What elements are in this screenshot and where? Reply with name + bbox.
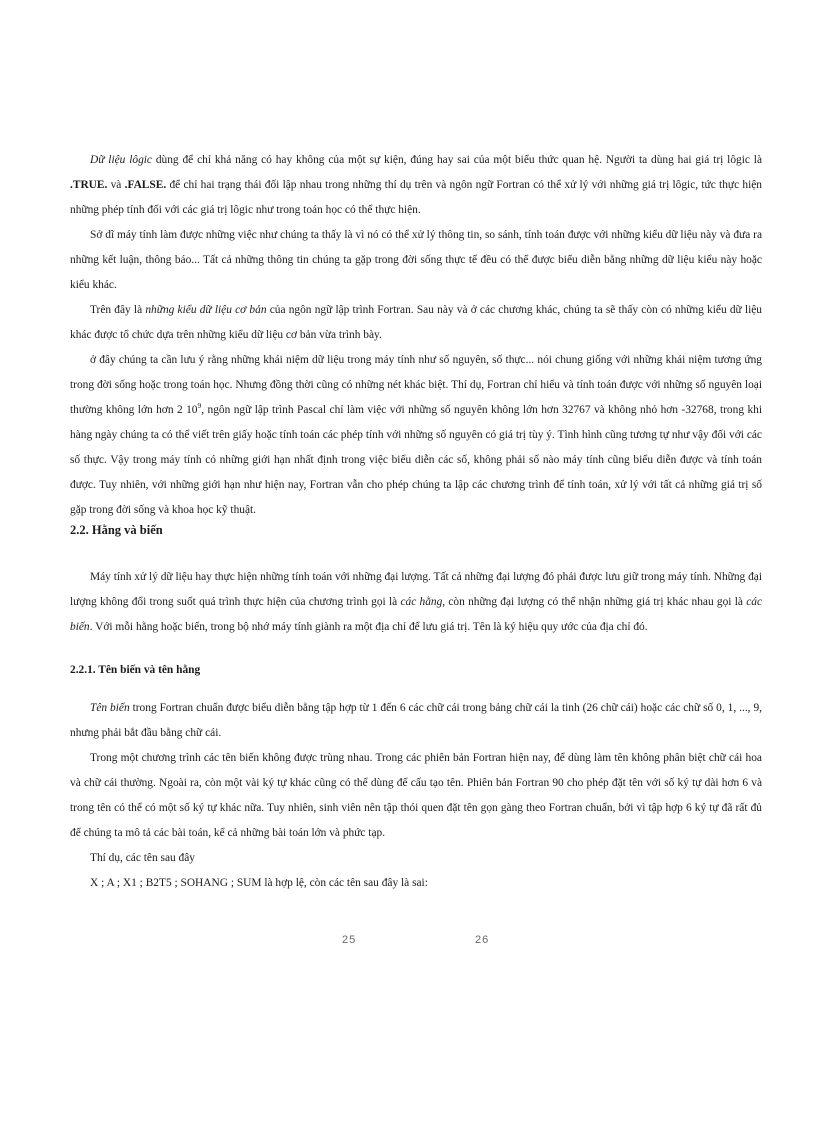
paragraph-computer-processing: Sở dĩ máy tính làm được những việc như chúng ta thấy là vì nó có thể xử lý thông tin, so sánh, tính toán được với những kiểu dữ liệu này và đưa ra những kết luận, thông báo... Tất cả những thông tin chúng ta gặp trong đời sống thực tế đều có thể được biểu diễn bằng những dữ liệu kiểu này hoặc kiểu khác. <box>70 229 762 291</box>
paragraph-logic-data: Dữ liệu lôgic dùng để chỉ khả năng có hay không của một sự kiện, đúng hay sai của một biểu thức quan hệ. Người ta dùng hai giá trị lôgic là .TRUE. và .FALSE. để chỉ hai trạng thái đối lập nhau trong những thí dụ trên và ngôn ngữ Fortran có thể xử lý với những giá trị lôgic, tức thực hiện những phép tính đối với các giá trị lôgic như trong toán học có thể thực hiện. <box>70 154 762 216</box>
paragraph-constants-variables: Máy tính xử lý dữ liệu hay thực hiện những tính toán với những đại lượng. Tất cả những đại lượng đó phải được lưu giữ trong máy tính. Những đại lượng không đổi trong suốt quá trình thực hiện của chương trình gọi là các hằng, còn những đại lượng có thể nhận những giá trị khác nhau gọi là các biến. Với mỗi hằng hoặc biến, trong bộ nhớ máy tính giành ra một địa chỉ để lưu giá trị. Tên là ký hiệu quy ước của địa chỉ đó. <box>70 571 763 633</box>
paragraph-example-intro: Thí dụ, các tên sau đây <box>90 852 196 864</box>
subsection-heading-names: 2.2.1. Tên biến và tên hằng <box>70 664 201 676</box>
keyword-false: .FALSE. <box>124 179 167 191</box>
keyword-true: .TRUE. <box>70 179 108 191</box>
term-logic-data: Dữ liệu lôgic <box>90 154 152 166</box>
term-variable-name: Tên biến <box>90 702 130 714</box>
body-section-names <box>70 696 762 896</box>
paragraph-basic-types: Trên đây là những kiểu dữ liệu cơ bản của ngôn ngữ lập trình Fortran. Sau này và ở các chương khác, chúng ta sẽ thấy còn có những kiểu dữ liệu khác được tổ chức dựa trên những kiểu dữ liệu cơ bản vừa trình bày. <box>70 304 762 341</box>
page-number-left: 25 <box>342 934 357 946</box>
paragraph-variable-name-rule: Tên biến trong Fortran chuẩn được biểu diễn bằng tập hợp từ 1 đến 6 các chữ cái trong bảng chữ cái la tinh (26 chữ cái) hoặc các chữ số 0, 1, ..., 9, nhưng phải bắt đầu bằng chữ cái. <box>70 702 763 739</box>
term-constants: các hằng <box>400 596 443 608</box>
body-section-data-types <box>70 148 762 523</box>
paragraph-number-limits: ở đây chúng ta cần lưu ý rằng những khái niệm dữ liệu trong máy tính như số nguyên, số thực... nói chung giống với những khái niệm tương ứng trong đời sống hoặc trong toán học. Nhưng đồng thời cũng có những nét khác biệt. Thí dụ, Fortran chỉ hiểu và tính toán được với những số nguyên loại thường không lớn hơn 2 $10^9$, ngôn ngữ lập trình Pascal chỉ làm việc với những số nguyên không lớn hơn 32767 và không nhỏ hơn -32768, trong khi hàng ngày chúng ta có thể viết trên giấy hoặc tính toán các phép tính với những số nguyên có giá trị tùy ý. Tình hình cũng tương tự như vậy đối với các số thực. Vậy trong máy tính có những giới hạn nhất định trong việc biểu diễn các số, không phải số nào máy tính cũng biểu diễn được và tính toán được. Tuy nhiên, với những giới hạn như hiện nay, Fortran vẫn cho phép chúng ta lập các chương trình để tính toán, xử lý với tất cả những giá trị số gặp trong đời sống và khoa học kỹ thuật. <box>70 354 762 516</box>
term-basic-types: những kiểu dữ liệu cơ bản <box>145 304 267 316</box>
paragraph-naming-notes: Trong một chương trình các tên biến không được trùng nhau. Trong các phiên bản Fortran hiện nay, để dùng làm tên không phân biệt chữ cái hoa và chữ cái thường. Ngoài ra, còn một vài ký tự khác cũng có thể dùng để cấu tạo tên. Phiên bản Fortran 90 cho phép đặt tên với số ký tự dài hơn 6 và trong tên có thể có một số ký tự khác nữa. Tuy nhiên, sinh viên nên tập thói quen đặt tên gọn gàng theo Fortran chuẩn, bởi vì tập hợp 6 ký tự đã rất đủ để chúng ta mô tả các bài toán, kể cả những bài toán lớn và phức tạp. <box>70 752 762 839</box>
body-section-constants <box>70 565 762 640</box>
section-heading-constants-variables: 2.2. Hằng và biến <box>70 523 163 537</box>
page-number-right: 26 <box>475 934 490 946</box>
exponent: 9 <box>197 401 202 411</box>
paragraph-example-names: X ; A ; X1 ; B2T5 ; SOHANG ; SUM là hợp lệ, còn các tên sau đây là sai: <box>90 877 428 889</box>
term-variables: các biến <box>70 596 763 633</box>
